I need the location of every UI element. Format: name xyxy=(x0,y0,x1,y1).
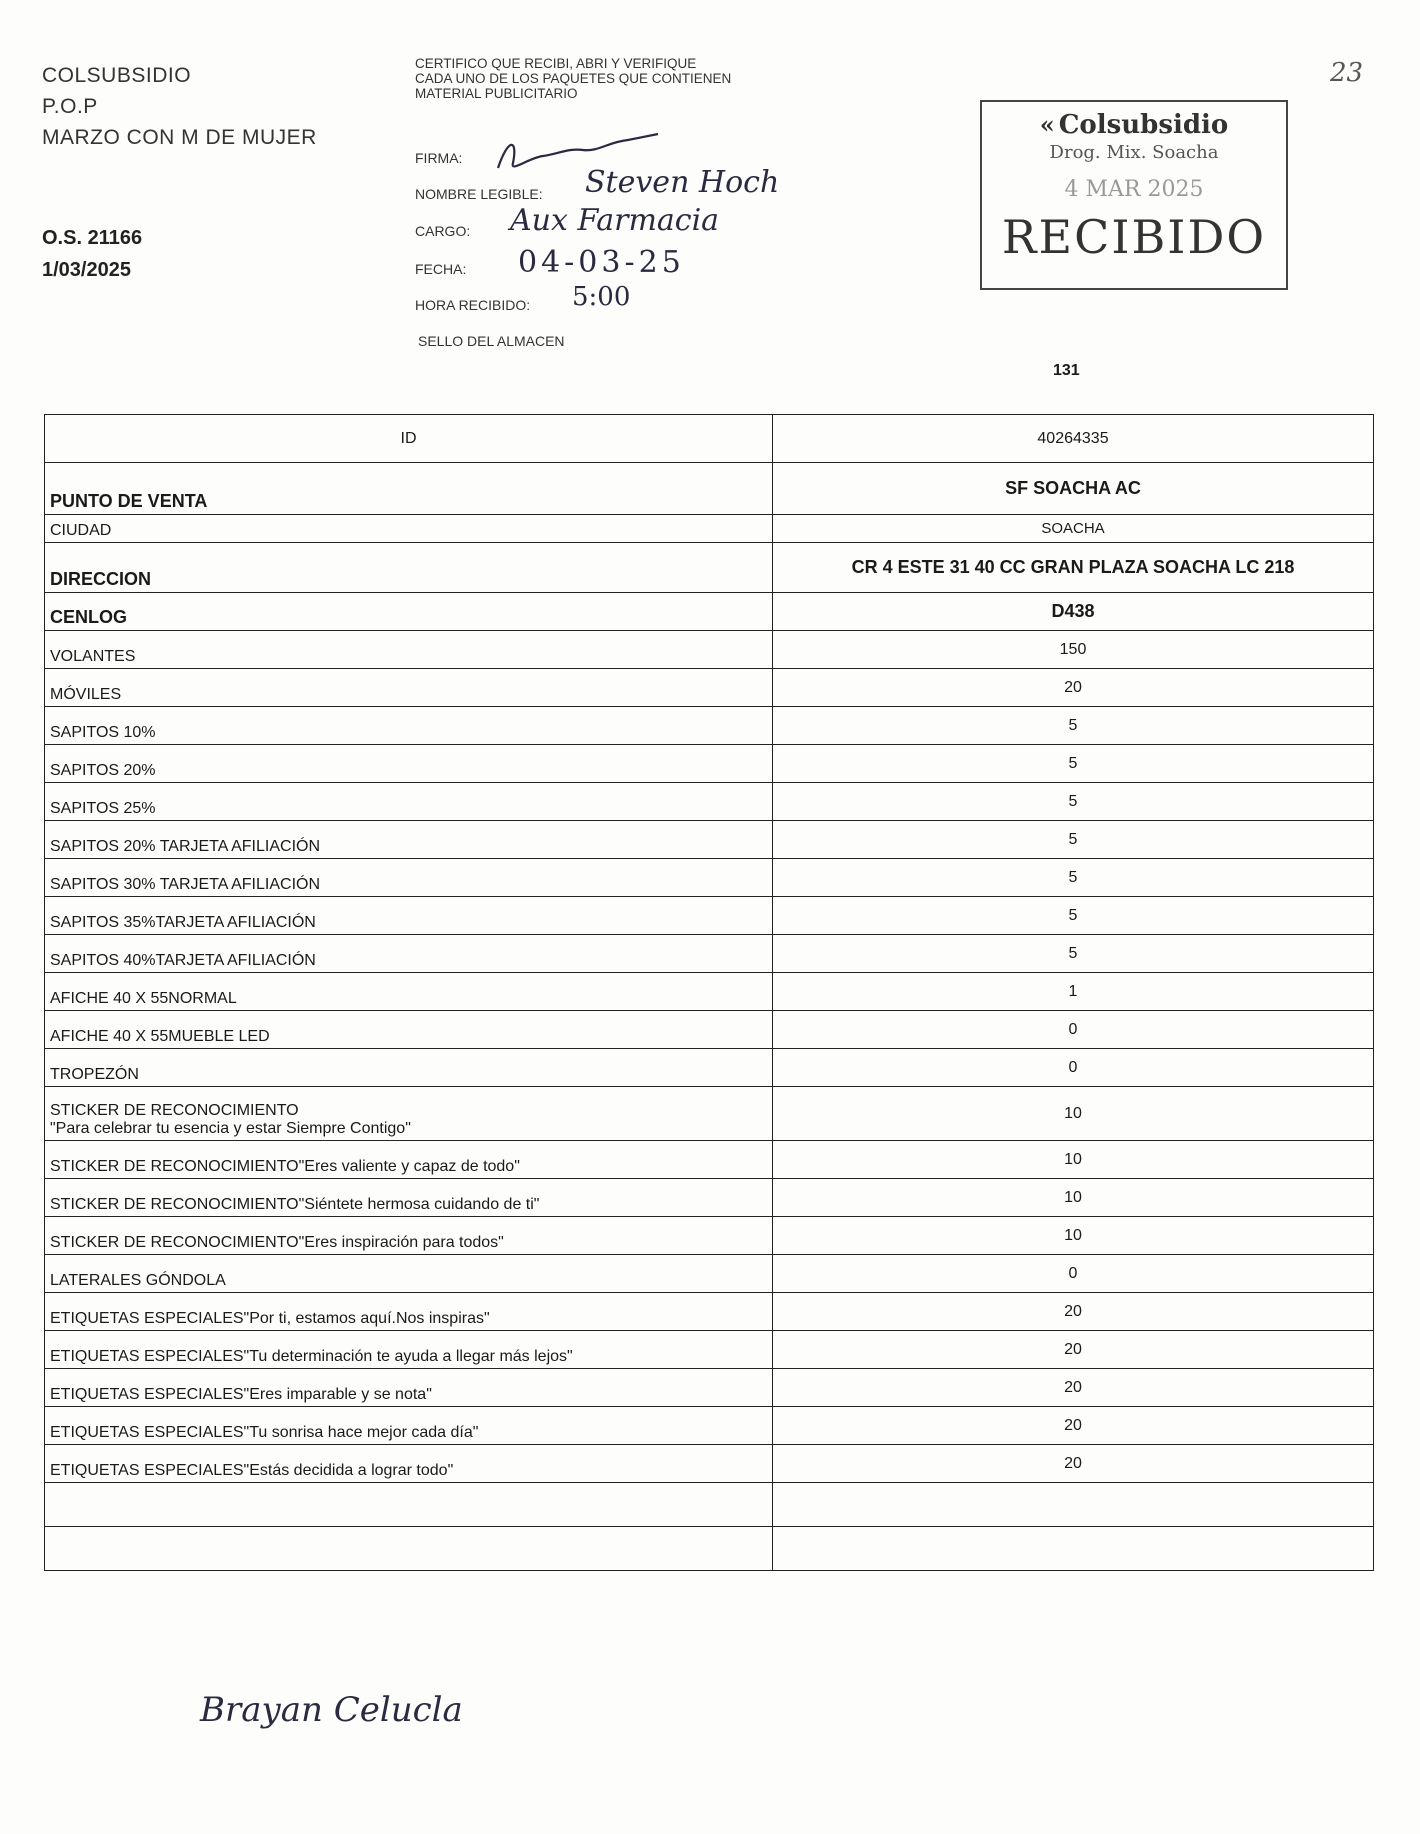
company-name: COLSUBSIDIO xyxy=(42,64,192,87)
row-value: 10 xyxy=(773,1141,1374,1179)
bottom-signature: Brayan Celucla xyxy=(200,1690,463,1730)
cargo-label: CARGO: xyxy=(415,223,471,239)
row-label-text: ETIQUETAS ESPECIALES"Por ti, estamos aquí.Nos inspiras" xyxy=(50,1310,490,1327)
empty-row xyxy=(45,1483,1374,1527)
table-row xyxy=(45,1445,1374,1483)
nombre-label: NOMBRE LEGIBLE: xyxy=(415,186,543,202)
row-value: 5 xyxy=(773,821,1374,859)
row-label xyxy=(45,745,773,783)
table-row xyxy=(45,1141,1374,1179)
table-row xyxy=(45,783,1374,821)
id-value: 40264335 xyxy=(773,415,1374,463)
firma-label: FIRMA: xyxy=(415,150,463,166)
certification-text: CERTIFICO QUE RECIBI, ABRI Y VERIFIQUE CADA UNO DE LOS PAQUETES QUE CONTIENEN MATERIAL PUBLICITARIO xyxy=(415,56,732,101)
fecha-value: 04-03-25 xyxy=(518,245,685,280)
campaign-name: MARZO CON M DE MUJER xyxy=(42,126,317,149)
row-value: 0 xyxy=(773,1049,1374,1087)
row-label-text: AFICHE 40 X 55MUEBLE LED xyxy=(50,1028,270,1045)
row-label-text: ETIQUETAS ESPECIALES"Tu determinación te ayuda a llegar más lejos" xyxy=(50,1348,573,1365)
table-row xyxy=(45,745,1374,783)
row-value: 1 xyxy=(773,973,1374,1011)
row-value: SF SOACHA AC xyxy=(773,463,1374,515)
row-label-text: ETIQUETAS ESPECIALES"Eres imparable y se nota" xyxy=(50,1386,432,1403)
page-number: 23 xyxy=(1330,58,1364,88)
empty-row xyxy=(45,1527,1374,1571)
row-value: SOACHA xyxy=(773,515,1374,543)
row-label-text: CENLOG xyxy=(50,607,128,627)
row-value: 20 xyxy=(773,1331,1374,1369)
table-row xyxy=(45,543,1374,593)
row-label xyxy=(45,1407,773,1445)
stamp-date: 4 MAR 2025 xyxy=(1064,177,1204,202)
store-number: 131 xyxy=(1053,362,1080,379)
row-label-text: STICKER DE RECONOCIMIENTO"Siéntete hermosa cuidando de ti" xyxy=(50,1196,540,1213)
order-block xyxy=(42,222,142,286)
row-label-text: STICKER DE RECONOCIMIENTO xyxy=(50,1102,299,1119)
empty-cell xyxy=(773,1527,1374,1571)
received-stamp xyxy=(980,100,1288,290)
row-label xyxy=(45,1179,773,1217)
fecha-label: FECHA: xyxy=(415,261,467,277)
row-value: 5 xyxy=(773,783,1374,821)
table-row xyxy=(45,1179,1374,1217)
row-value: 20 xyxy=(773,669,1374,707)
table-row xyxy=(45,669,1374,707)
row-label-text: SAPITOS 30% TARJETA AFILIACIÓN xyxy=(50,876,321,893)
table-row xyxy=(45,593,1374,631)
table-row xyxy=(45,821,1374,859)
row-label xyxy=(45,897,773,935)
table-row xyxy=(45,935,1374,973)
row-label xyxy=(45,463,773,515)
row-label xyxy=(45,783,773,821)
row-value: 20 xyxy=(773,1445,1374,1483)
header-left xyxy=(42,60,317,153)
table-row xyxy=(45,463,1374,515)
row-value: 5 xyxy=(773,745,1374,783)
row-value: 10 xyxy=(773,1179,1374,1217)
row-value: 5 xyxy=(773,859,1374,897)
row-label-text: SAPITOS 20% xyxy=(50,762,156,779)
row-label xyxy=(45,1217,773,1255)
empty-cell xyxy=(773,1483,1374,1527)
row-label-text: SAPITOS 25% xyxy=(50,800,156,817)
row-sublabel-text: "Para celebrar tu esencia y estar Siempre Contigo" xyxy=(50,1120,411,1137)
row-label-text: TROPEZÓN xyxy=(50,1066,139,1083)
table-row xyxy=(45,859,1374,897)
table-row xyxy=(45,1217,1374,1255)
row-value: 10 xyxy=(773,1087,1374,1141)
row-label xyxy=(45,593,773,631)
table-row xyxy=(45,631,1374,669)
row-label xyxy=(45,1445,773,1483)
row-label xyxy=(45,543,773,593)
row-value: 0 xyxy=(773,1011,1374,1049)
stamp-brand: « Colsubsidio xyxy=(1039,110,1229,140)
hora-label: HORA RECIBIDO: xyxy=(415,297,531,313)
row-label xyxy=(45,1141,773,1179)
row-label xyxy=(45,821,773,859)
order-date: 1/03/2025 xyxy=(42,259,131,281)
hora-value: 5:00 xyxy=(572,282,631,312)
row-value: CR 4 ESTE 31 40 CC GRAN PLAZA SOACHA LC 218 xyxy=(773,543,1374,593)
row-label-text: SAPITOS 20% TARJETA AFILIACIÓN xyxy=(50,838,321,855)
stamp-status: RECIBIDO xyxy=(1001,210,1267,264)
row-label-text: SAPITOS 40%TARJETA AFILIACIÓN xyxy=(50,952,316,969)
empty-cell xyxy=(45,1527,773,1571)
row-label-text: STICKER DE RECONOCIMIENTO"Eres valiente y capaz de todo" xyxy=(50,1158,520,1175)
table-row xyxy=(45,973,1374,1011)
table-row xyxy=(45,1293,1374,1331)
row-label-text: MÓVILES xyxy=(50,686,122,703)
row-label xyxy=(45,973,773,1011)
id-label: ID xyxy=(45,415,773,463)
stamp-branch: Drog. Mix. Soacha xyxy=(1049,142,1219,163)
table-row xyxy=(45,897,1374,935)
row-label xyxy=(45,935,773,973)
nombre-value: Steven Hoch xyxy=(585,165,780,200)
table-row xyxy=(45,515,1374,543)
cargo-value: Aux Farmacia xyxy=(510,203,720,238)
row-label xyxy=(45,859,773,897)
row-label-text: LATERALES GÓNDOLA xyxy=(50,1272,226,1289)
material-table xyxy=(44,414,1374,1571)
row-value: 20 xyxy=(773,1293,1374,1331)
row-value: 20 xyxy=(773,1407,1374,1445)
row-label-text: SAPITOS 10% xyxy=(50,724,156,741)
table-row xyxy=(45,1011,1374,1049)
table-row xyxy=(45,1087,1374,1141)
row-label-text: ETIQUETAS ESPECIALES"Estás decidida a lograr todo" xyxy=(50,1462,454,1479)
row-label-text: CIUDAD xyxy=(50,522,112,539)
row-label xyxy=(45,1087,773,1141)
table-row-id xyxy=(45,415,1374,463)
material-table-body xyxy=(45,415,1374,1571)
row-label-text: AFICHE 40 X 55NORMAL xyxy=(50,990,237,1007)
row-label xyxy=(45,631,773,669)
row-value: 0 xyxy=(773,1255,1374,1293)
row-value: 5 xyxy=(773,935,1374,973)
row-label-text: STICKER DE RECONOCIMIENTO"Eres inspiración para todos" xyxy=(50,1234,504,1251)
row-label xyxy=(45,1049,773,1087)
row-label xyxy=(45,515,773,543)
row-label xyxy=(45,1011,773,1049)
chevron-logo-icon: « xyxy=(1039,110,1055,139)
row-label-text: DIRECCION xyxy=(50,569,152,589)
order-number: O.S. 21166 xyxy=(42,227,143,249)
table-row xyxy=(45,1049,1374,1087)
row-label xyxy=(45,1369,773,1407)
row-value: 10 xyxy=(773,1217,1374,1255)
row-label xyxy=(45,1331,773,1369)
row-label-text: ETIQUETAS ESPECIALES"Tu sonrisa hace mejor cada día" xyxy=(50,1424,479,1441)
row-value: 20 xyxy=(773,1369,1374,1407)
empty-cell xyxy=(45,1483,773,1527)
row-label-text: SAPITOS 35%TARJETA AFILIACIÓN xyxy=(50,914,316,931)
row-label xyxy=(45,1293,773,1331)
table-row xyxy=(45,1255,1374,1293)
row-value: 150 xyxy=(773,631,1374,669)
row-value: D438 xyxy=(773,593,1374,631)
table-row xyxy=(45,1369,1374,1407)
table-row xyxy=(45,707,1374,745)
row-label xyxy=(45,707,773,745)
row-label xyxy=(45,1255,773,1293)
row-label xyxy=(45,669,773,707)
table-row xyxy=(45,1407,1374,1445)
row-label-text: PUNTO DE VENTA xyxy=(50,491,208,511)
table-row xyxy=(45,1331,1374,1369)
pop-label: P.O.P xyxy=(42,95,98,118)
row-value: 5 xyxy=(773,707,1374,745)
sello-label: SELLO DEL ALMACEN xyxy=(418,333,565,349)
row-label-text: VOLANTES xyxy=(50,648,136,665)
row-value: 5 xyxy=(773,897,1374,935)
